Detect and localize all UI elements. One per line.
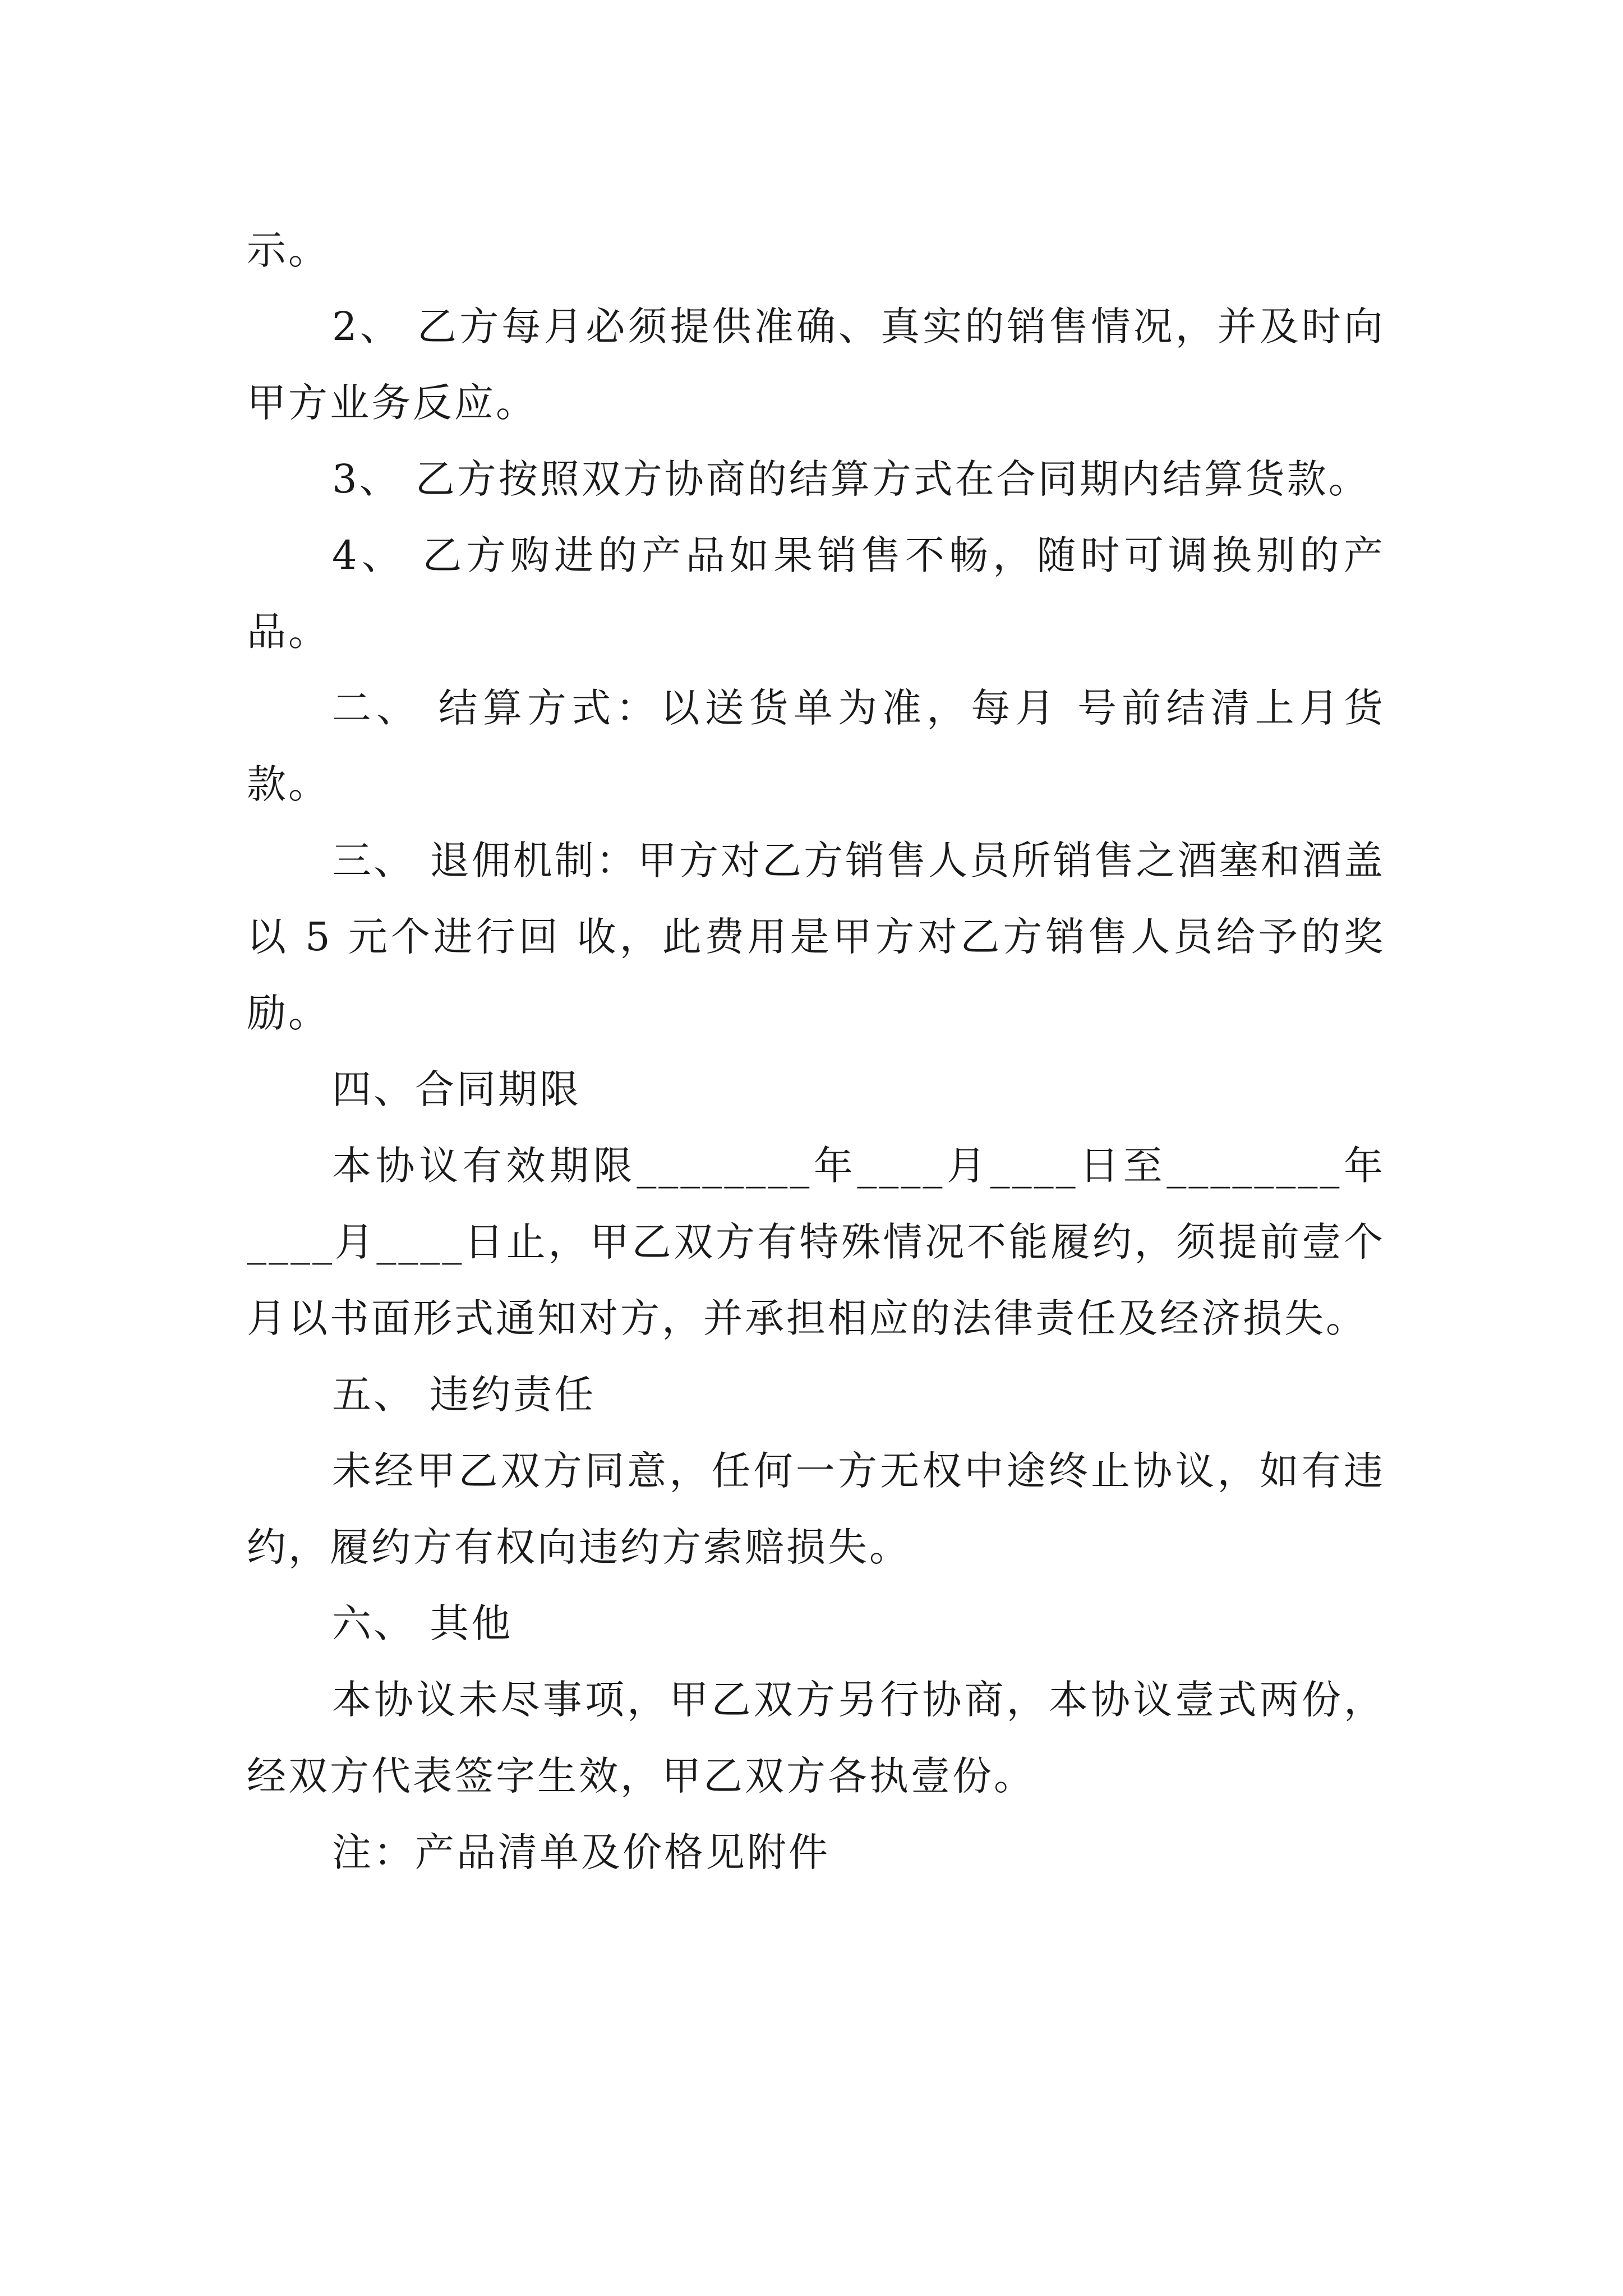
paragraph-note: 注：产品清单及价格见附件: [332, 1829, 830, 1875]
heading-other: 六、 其他: [332, 1600, 513, 1646]
paragraph-continuation: 示。: [247, 227, 330, 273]
paragraph-clause-3: 3、 乙方按照双方协商的结算方式在合同期内结算货款。: [332, 456, 1370, 502]
heading-contract-term: 四、合同期限: [332, 1066, 581, 1112]
paragraph-breach: 未经甲乙双方同意，任何一方无权中途终止协议，如有违约，履约方有权向违约方索赔损失。: [247, 1448, 1385, 1570]
paragraph-other: 本协议未尽事项，甲乙双方另行协商，本协议壹式两份，经双方代表签字生效，甲乙双方各执壹份。: [247, 1677, 1385, 1799]
paragraph-clause-4: 4、 乙方购进的产品如果销售不畅，随时可调换别的产品。: [247, 532, 1385, 655]
document-body: [247, 212, 1385, 1890]
heading-breach: 五、 违约责任: [332, 1372, 596, 1418]
paragraph-contract-term: 本协议有效期限________年____月____日至________年____月____日止，甲乙双方有特殊情况不能履约，须提前壹个月以书面形式通知对方，并承担相应的法律责任及经济损失。: [247, 1143, 1385, 1341]
paragraph-settlement: 二、 结算方式：以送货单为准，每月 号前结清上月货款。: [247, 685, 1385, 807]
paragraph-commission: 三、 退佣机制：甲方对乙方销售人员所销售之酒塞和酒盖以 5 元个进行回 收，此费用是甲方对乙方销售人员给予的奖励。: [247, 838, 1385, 1036]
paragraph-clause-2: 2、 乙方每月必须提供准确、真实的销售情况，并及时向甲方业务反应。: [247, 303, 1385, 426]
